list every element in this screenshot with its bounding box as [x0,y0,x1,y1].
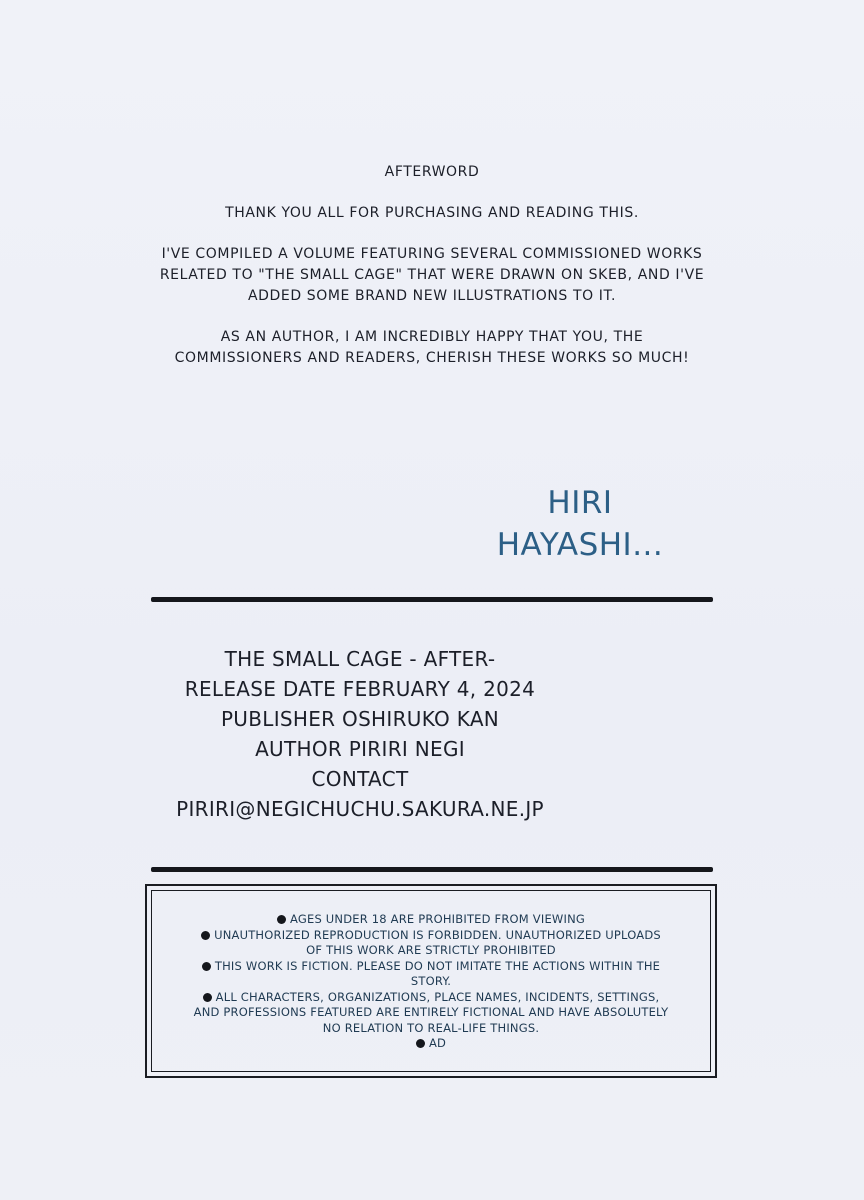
notice-item [147,990,715,1037]
notice-box [145,884,717,1078]
afterword-paragraph: THANK YOU ALL FOR PURCHASING AND READING THIS. [225,205,639,221]
notice-item [147,912,715,928]
divider-rule [151,597,713,602]
afterword-section [60,162,804,389]
divider-rule [151,867,713,872]
notice-item [147,959,715,990]
notice-item [147,928,715,959]
colophon-author: AUTHOR PIRIRI NEGI [255,737,465,761]
afterword-title: AFTERWORD [384,164,480,180]
colophon-contact-label: CONTACT [311,767,409,791]
afterword-paragraph: I'VE COMPILED A VOLUME FEATURING SEVERAL COMMISSIONED WORKS RELATED TO "THE SMALL CAGE" THAT WERE DRAWN ON SKEB, AND I'VE ADDED SOME BRAND NEW ILLUSTRATIONS TO IT. [159,246,705,304]
colophon-publisher: PUBLISHER OSHIRUKO KAN [220,707,500,731]
colophon [140,644,580,824]
notice-list [147,912,715,1052]
colophon-contact-email: PIRIRI@NEGICHUCHU.SAKURA.NE.JP [176,797,544,821]
bullet-icon [203,993,212,1002]
bullet-icon [201,931,210,940]
notice-text: AD [428,1036,447,1050]
notice-text: UNAUTHORIZED REPRODUCTION IS FORBIDDEN. UNAUTHORIZED UPLOADS OF THIS WORK ARE STRICTLY PROHIBITED [214,927,661,957]
notice-item [147,1036,715,1052]
afterword-paragraph: AS AN AUTHOR, I AM INCREDIBLY HAPPY THAT YOU, THE COMMISSIONERS AND READERS, CHERISH THESE WORKS SO MUCH! [174,329,690,366]
colophon-release-date: RELEASE DATE FEBRUARY 4, 2024 [184,677,536,701]
author-signature: HIRI HAYASHI... [496,485,664,563]
colophon-title: THE SMALL CAGE - AFTER- [224,647,496,671]
notice-text: THIS WORK IS FICTION. PLEASE DO NOT IMITATE THE ACTIONS WITHIN THE STORY. [214,958,661,988]
bullet-icon [277,915,286,924]
notice-text: AGES UNDER 18 ARE PROHIBITED FROM VIEWING [290,912,585,926]
bullet-icon [416,1039,425,1048]
notice-text: ALL CHARACTERS, ORGANIZATIONS, PLACE NAMES, INCIDENTS, SETTINGS, AND PROFESSIONS FEATURED ARE ENTIRELY FICTIONAL AND HAVE ABSOLUTELY NO RELATION TO REAL-LIFE THINGS. [193,989,669,1035]
bullet-icon [202,962,211,971]
